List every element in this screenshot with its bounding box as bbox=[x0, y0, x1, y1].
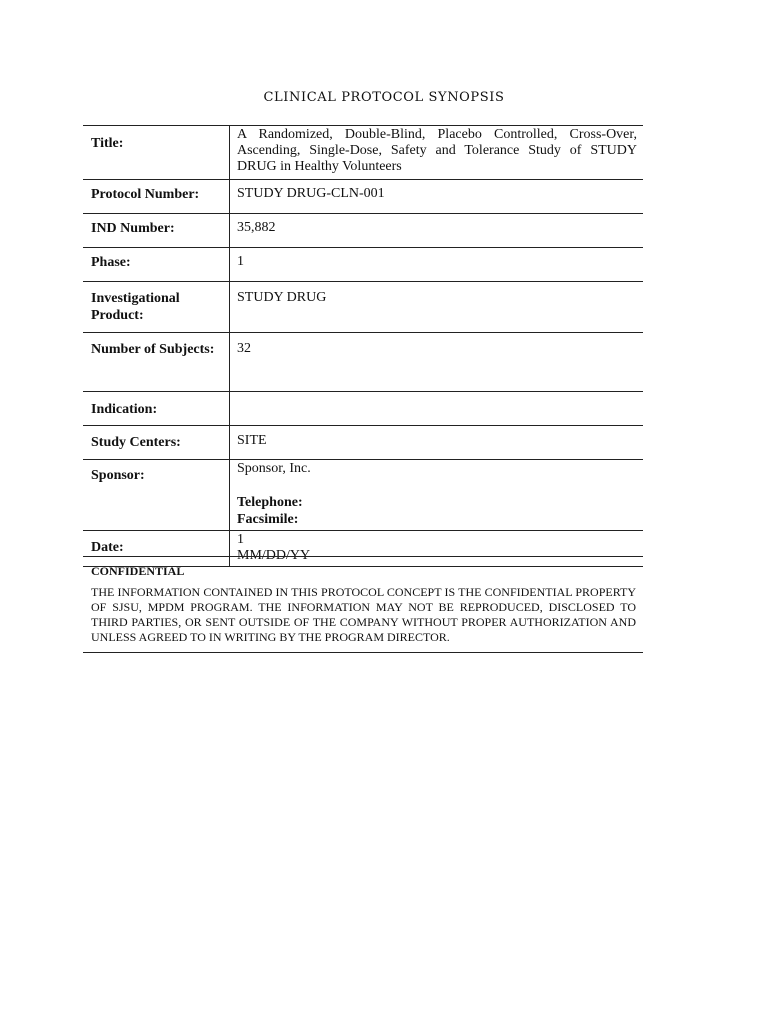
study-centers-row bbox=[83, 425, 643, 459]
sponsor-label: Sponsor: bbox=[83, 460, 230, 530]
date-line-version: 1 bbox=[237, 532, 244, 547]
number-of-subjects-label: Number of Subjects: bbox=[83, 333, 230, 391]
indication-label: Indication: bbox=[83, 392, 230, 425]
indication-row bbox=[83, 391, 643, 425]
page-title: CLINICAL PROTOCOL SYNOPSIS bbox=[263, 90, 505, 105]
date-label: Date: bbox=[83, 531, 230, 566]
study-centers-value: SITE bbox=[237, 433, 267, 448]
investigational-product-value: STUDY DRUG bbox=[237, 290, 327, 305]
phase-row bbox=[83, 247, 643, 281]
confidential-notice bbox=[83, 556, 643, 653]
phase-label: Phase: bbox=[83, 248, 230, 281]
protocol-number-label: Protocol Number: bbox=[83, 180, 230, 213]
date-line-date: MM/DD/YY bbox=[237, 548, 311, 563]
title-row bbox=[83, 125, 643, 179]
investigational-product-row bbox=[83, 281, 643, 332]
number-of-subjects-value: 32 bbox=[237, 341, 251, 356]
ind-number-row bbox=[83, 213, 643, 247]
protocol-number-row bbox=[83, 179, 643, 213]
ind-number-label: IND Number: bbox=[83, 214, 230, 247]
confidential-body: THE INFORMATION CONTAINED IN THIS PROTOCOL CONCEPT IS THE CONFIDENTIAL PROPERTY OF SJSU, MPDM PROGRAM. THE INFORMATION MAY NOT BE REPRODUCED, DISCLOSED TO THIRD PARTIES, OR SENT OUTSIDE OF THE COMPANY WITHOUT PROPER AUTHORIZATION AND UNLESS AGREED TO IN WRITING BY THE PROGRAM DIRECTOR. bbox=[91, 585, 636, 644]
sponsor-row bbox=[83, 459, 643, 530]
sponsor-facsimile-label: Facsimile: bbox=[237, 512, 299, 527]
number-of-subjects-row bbox=[83, 332, 643, 391]
synopsis-table bbox=[83, 125, 643, 567]
indication-value bbox=[230, 392, 643, 425]
ind-number-value: 35,882 bbox=[237, 220, 276, 235]
sponsor-value bbox=[230, 460, 643, 530]
study-centers-label: Study Centers: bbox=[83, 426, 230, 459]
investigational-product-label: Investigational Product: bbox=[83, 282, 230, 332]
title-value: A Randomized, Double-Blind, Placebo Controlled, Cross-Over, Ascending, Single-Dose, Safety and Tolerance Study of STUDY DRUG in Healthy Volunteers bbox=[237, 127, 637, 174]
protocol-number-value: STUDY DRUG-CLN-001 bbox=[237, 186, 385, 201]
sponsor-telephone-label: Telephone: bbox=[237, 495, 303, 510]
confidential-heading: CONFIDENTIAL bbox=[91, 564, 185, 578]
sponsor-name: Sponsor, Inc. bbox=[237, 461, 311, 476]
phase-value: 1 bbox=[237, 254, 244, 269]
title-label: Title: bbox=[83, 126, 230, 179]
